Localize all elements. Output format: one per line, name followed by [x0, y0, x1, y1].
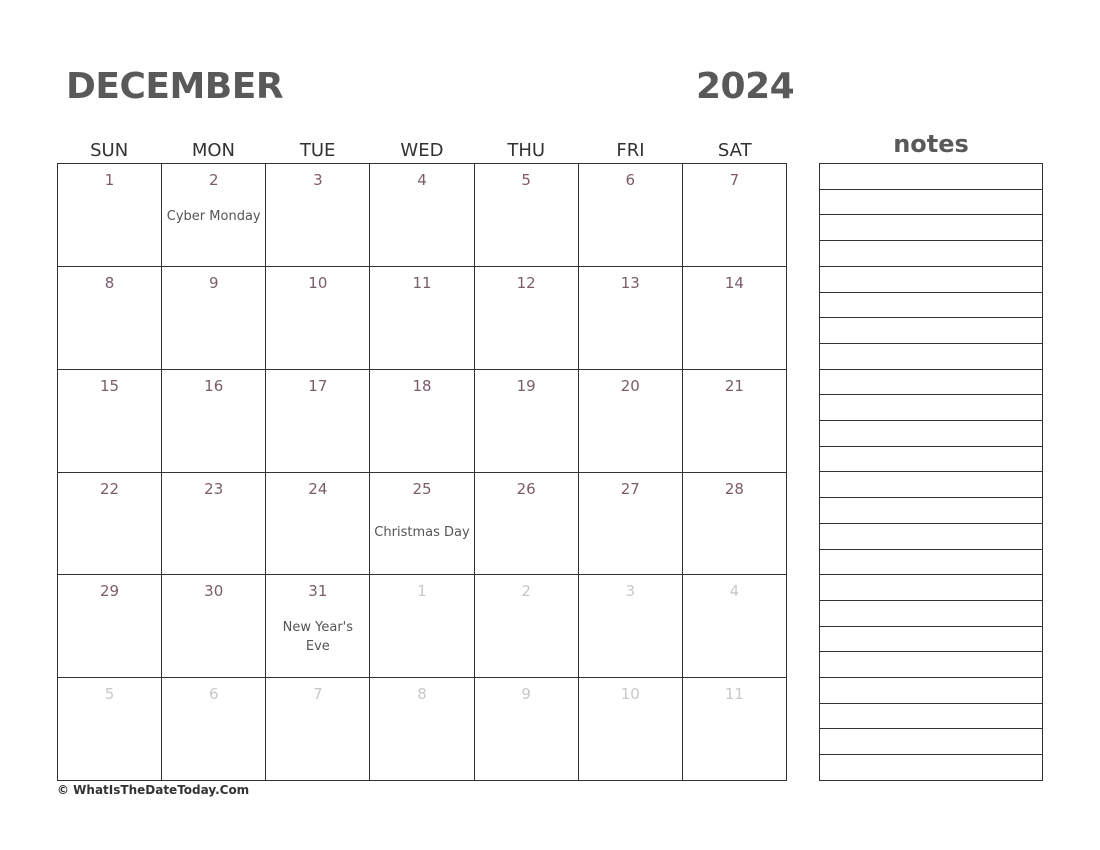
day-number: 8 [104, 273, 115, 292]
day-number: 9 [208, 273, 219, 292]
day-number: 10 [308, 273, 328, 292]
calendar-day-cell [683, 473, 787, 576]
calendar-day-cell [370, 473, 474, 576]
weekday-wed: WED [400, 140, 444, 161]
calendar-day-cell [58, 267, 162, 370]
calendar-day-cell [579, 370, 683, 473]
day-number: 21 [724, 376, 744, 395]
day-number: 5 [521, 171, 531, 189]
note-line[interactable] [820, 575, 1042, 601]
day-number: 9 [521, 685, 531, 704]
calendar-day-cell [370, 370, 474, 473]
day-number: 12 [516, 273, 536, 292]
day-number: 2 [521, 582, 531, 601]
note-line[interactable] [820, 241, 1042, 267]
calendar-day-cell [475, 370, 579, 473]
calendar-day-cell [58, 473, 162, 576]
calendar-day-cell [162, 370, 266, 473]
weekday-sat: SAT [717, 140, 752, 161]
calendar-day-cell [370, 164, 474, 267]
day-number: 29 [100, 582, 120, 601]
calendar-day-cell [162, 678, 266, 781]
calendar-day-cell [683, 267, 787, 370]
calendar-day-cell [162, 267, 266, 370]
year-title: 2024 [696, 66, 795, 107]
day-number: 1 [104, 171, 115, 189]
day-number: 1 [417, 582, 427, 601]
calendar-day-cell [58, 370, 162, 473]
day-number: 11 [412, 273, 432, 292]
calendar-day-cell [266, 164, 370, 267]
calendar-day-cell [162, 575, 266, 678]
calendar-day-cell [475, 678, 579, 781]
weekday-tue: TUE [299, 140, 336, 161]
holiday-label: Cyber Monday [166, 209, 261, 224]
calendar-day-cell [266, 370, 370, 473]
holiday-label: New Year's Eve [282, 620, 354, 655]
calendar-day-cell [162, 473, 266, 576]
calendar-day-cell [162, 164, 266, 267]
day-number: 4 [729, 582, 740, 601]
day-number: 27 [620, 479, 640, 498]
note-line[interactable] [820, 267, 1042, 293]
note-line[interactable] [820, 550, 1042, 576]
calendar-day-cell [683, 164, 787, 267]
month-title: DECEMBER [66, 66, 284, 107]
day-number: 28 [724, 479, 744, 498]
day-number: 19 [516, 376, 536, 395]
calendar-day-cell [475, 164, 579, 267]
day-number: 30 [204, 582, 224, 601]
weekday-thu: THU [507, 140, 546, 161]
calendar-day-cell [475, 575, 579, 678]
day-number: 25 [412, 479, 432, 498]
weekday-sun: SUN [90, 140, 129, 161]
day-number: 24 [308, 479, 328, 498]
note-line[interactable] [820, 472, 1042, 498]
note-line[interactable] [820, 524, 1042, 550]
day-number: 3 [625, 582, 636, 601]
day-number: 13 [620, 273, 640, 292]
note-line[interactable] [820, 395, 1042, 421]
calendar-day-cell [579, 473, 683, 576]
calendar-day-cell [579, 267, 683, 370]
note-line[interactable] [820, 293, 1042, 319]
calendar-day-cell [579, 575, 683, 678]
note-line[interactable] [820, 421, 1042, 447]
day-number: 6 [208, 685, 219, 704]
calendar-day-cell [58, 575, 162, 678]
calendar-day-cell [370, 575, 474, 678]
calendar-day-cell [58, 164, 162, 267]
weekday-mon: MON [191, 140, 235, 161]
day-number: 14 [724, 273, 744, 292]
note-line[interactable] [820, 755, 1042, 780]
calendar-grid [57, 163, 787, 781]
day-number: 16 [204, 376, 224, 395]
weekday-header-row [57, 140, 787, 163]
note-line[interactable] [820, 215, 1042, 241]
day-number: 20 [620, 376, 640, 395]
note-line[interactable] [820, 601, 1042, 627]
note-line[interactable] [820, 729, 1042, 755]
notes-panel [819, 163, 1043, 781]
calendar-day-cell [475, 267, 579, 370]
note-line[interactable] [820, 652, 1042, 678]
day-number: 10 [620, 685, 640, 704]
calendar-day-cell [579, 678, 683, 781]
day-number: 26 [516, 479, 536, 498]
day-number: 3 [313, 171, 323, 189]
calendar-day-cell [475, 473, 579, 576]
calendar-day-cell [370, 267, 474, 370]
note-line[interactable] [820, 704, 1042, 730]
note-line[interactable] [820, 447, 1042, 473]
note-line[interactable] [820, 370, 1042, 396]
day-number: 6 [625, 171, 636, 189]
day-number: 7 [313, 685, 323, 704]
weekday-fri: FRI [616, 140, 645, 161]
footer-credit: © WhatIsTheDateToday.Com [57, 783, 250, 797]
note-line[interactable] [820, 318, 1042, 344]
notes-title: notes [893, 130, 969, 158]
day-number: 18 [412, 376, 432, 395]
note-line[interactable] [820, 164, 1042, 190]
day-number: 7 [729, 171, 740, 189]
calendar-day-cell [266, 678, 370, 781]
calendar-day-cell [370, 678, 474, 781]
calendar-day-cell [266, 267, 370, 370]
day-number: 8 [417, 685, 427, 704]
calendar-day-cell [266, 575, 370, 678]
day-number: 23 [204, 479, 224, 498]
day-number: 11 [724, 685, 744, 704]
note-line[interactable] [820, 498, 1042, 524]
day-number: 15 [100, 376, 120, 395]
note-line[interactable] [820, 190, 1042, 216]
calendar-day-cell [683, 575, 787, 678]
calendar-day-cell [683, 678, 787, 781]
day-number: 2 [208, 171, 219, 189]
calendar-day-cell [579, 164, 683, 267]
calendar-day-cell [58, 678, 162, 781]
holiday-label: Christmas Day [374, 524, 470, 540]
day-number: 31 [308, 582, 328, 601]
calendar-day-cell [266, 473, 370, 576]
note-line[interactable] [820, 627, 1042, 653]
note-line[interactable] [820, 344, 1042, 370]
calendar-day-cell [683, 370, 787, 473]
note-line[interactable] [820, 678, 1042, 704]
day-number: 22 [100, 479, 120, 498]
day-number: 17 [308, 376, 328, 395]
day-number: 5 [104, 685, 115, 704]
day-number: 4 [417, 171, 427, 189]
